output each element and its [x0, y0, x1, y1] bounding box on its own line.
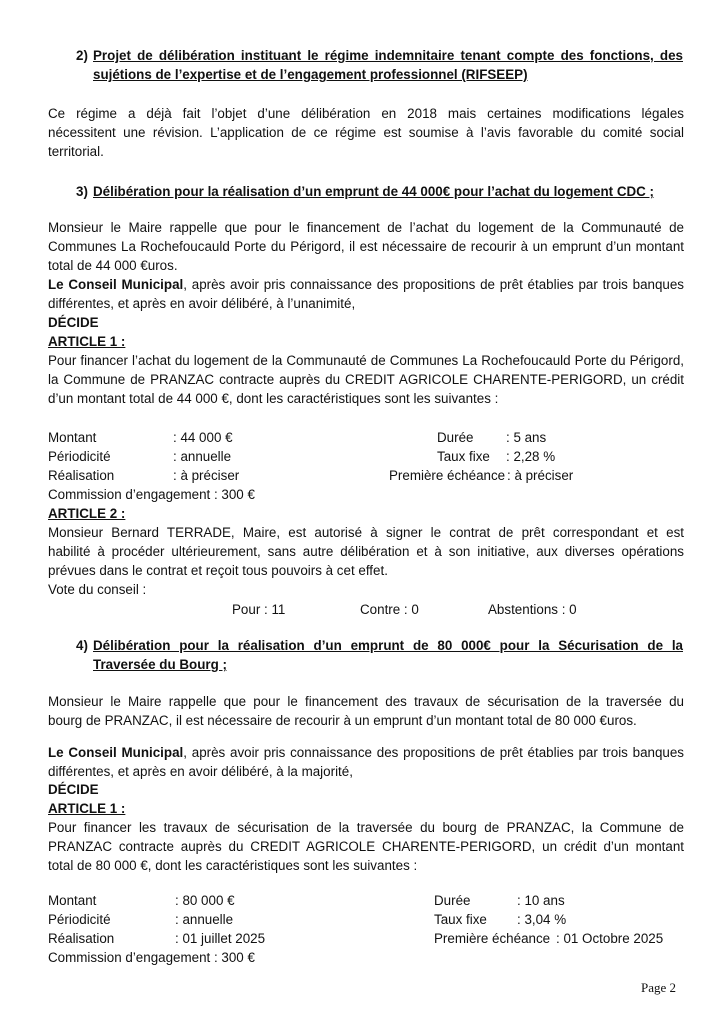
- loan1-taux-value: : 2,28 %: [506, 449, 556, 464]
- loan2-duree-value: : 10 ans: [517, 893, 565, 908]
- section-4-article-1: ARTICLE 1 :: [48, 801, 126, 816]
- loan2-montant-label: Montant: [48, 893, 97, 908]
- loan2-duree-label: Durée: [434, 893, 471, 908]
- conseil-municipal-label: Le Conseil Municipal: [48, 745, 184, 760]
- loan2-realisation-value: : 01 juillet 2025: [175, 931, 266, 946]
- loan2-commission: Commission d’engagement : 300 €: [48, 950, 255, 965]
- loan2-taux-value: : 3,04 %: [517, 912, 567, 927]
- loan1-periodicite-value: : annuelle: [173, 449, 232, 464]
- loan2-echeance-value: : 01 Octobre 2025: [556, 931, 664, 946]
- vote-contre: Contre : 0: [360, 602, 419, 617]
- section-3-article-1-text: Pour financer l’achat du logement de la Communauté de Communes La Rochefoucauld Porte du Périgord, la Commune de PRANZAC contracte auprès du CREDIT AGRICOLE CHARENTE-PERIGORD, un crédit d’un montant total de 44 000 €, dont les caractéristiques sont les suivantes :: [48, 353, 684, 406]
- page-number: Page 2: [641, 980, 677, 995]
- vote-pour: Pour : 11: [232, 602, 286, 617]
- loan1-echeance-label: Première échéance: [389, 468, 506, 483]
- loan1-taux-label: Taux fixe: [437, 449, 490, 464]
- section-4-number: 4): [76, 638, 88, 653]
- loan2-montant-value: : 80 000 €: [175, 893, 235, 908]
- section-2-title-line2: sujétions de l’expertise et de l’engagement professionnel (RIFSEEP): [93, 67, 528, 82]
- loan1-echeance-value: : à préciser: [507, 468, 574, 483]
- vote-abstentions: Abstentions : 0: [488, 602, 577, 617]
- loan1-realisation-label: Réalisation: [48, 468, 115, 483]
- loan1-duree-value: : 5 ans: [506, 430, 547, 445]
- loan2-taux-label: Taux fixe: [434, 912, 487, 927]
- section-4-conseil: Le Conseil Municipal, après avoir pris connaissance des propositions de prêt établies par trois banques différentes, et après en avoir délibéré, à la majorité,: [48, 745, 685, 779]
- section-3-article-1: ARTICLE 1 :: [48, 334, 126, 349]
- loan2-echeance-label: Première échéance: [434, 931, 551, 946]
- section-3-article-2-text: Monsieur Bernard TERRADE, Maire, est autorisé à signer le contrat de prêt correspondant et est habilité à procéder ultérieurement, sans autre délibération et à son initiative, aux diverses opérations prévues dans le contrat et reçoit tous pouvoirs à cet effet.: [48, 525, 684, 578]
- vote-label: Vote du conseil :: [48, 582, 147, 597]
- section-4-decide: DÉCIDE: [48, 782, 99, 797]
- section-3-article-2: ARTICLE 2 :: [48, 506, 126, 521]
- conseil-municipal-label: Le Conseil Municipal: [48, 277, 184, 292]
- section-4-title-line1: Délibération pour la réalisation d’un emprunt de 80 000€ pour la Sécurisation de la: [93, 638, 683, 653]
- loan1-periodicite-label: Périodicité: [48, 449, 111, 464]
- loan1-montant-label: Montant: [48, 430, 97, 445]
- section-2-title-line1: Projet de délibération instituant le régime indemnitaire tenant compte des fonctions, des: [93, 48, 683, 63]
- section-3-number: 3): [76, 184, 88, 199]
- section-2-number: 2): [76, 48, 88, 63]
- loan2-periodicite-value: : annuelle: [175, 912, 234, 927]
- loan2-periodicite-label: Périodicité: [48, 912, 111, 927]
- loan1-commission: Commission d’engagement : 300 €: [48, 487, 255, 502]
- section-3-decide: DÉCIDE: [48, 315, 99, 330]
- loan1-montant-value: : 44 000 €: [173, 430, 233, 445]
- section-4-article-1-text: Pour financer les travaux de sécurisation de la traversée du bourg de PRANZAC, la Commune de PRANZAC contracte auprès du CREDIT AGRICOLE CHARENTE-PERIGORD, un crédit d’un montant total de 80 000 €, dont les caractéristiques sont les suivantes :: [48, 820, 684, 873]
- loan2-realisation-label: Réalisation: [48, 931, 115, 946]
- section-3-intro: Monsieur le Maire rappelle que pour le financement de l’achat du logement de la Communauté de Communes La Rochefoucauld Porte du Périgord, il est nécessaire de recourir à un emprunt d’un montant total de 44 000 €uros.: [48, 220, 684, 273]
- loan1-duree-label: Durée: [437, 430, 474, 445]
- section-2-paragraph: Ce régime a déjà fait l’objet d’une délibération en 2018 mais certaines modifications légales nécessitent une révision. L’application de ce régime est soumise à l’avis favorable du comité social territorial.: [48, 106, 684, 159]
- section-4-title-line2: Traversée du Bourg ;: [93, 657, 227, 672]
- section-3-conseil: Le Conseil Municipal, après avoir pris connaissance des propositions de prêt établies par trois banques différentes, et après en avoir délibéré, à l’unanimité,: [48, 277, 685, 311]
- section-3-title: Délibération pour la réalisation d’un emprunt de 44 000€ pour l’achat du logement CDC ;: [93, 184, 655, 199]
- section-4-intro: Monsieur le Maire rappelle que pour le financement des travaux de sécurisation de la traversée du bourg de PRANZAC, il est nécessaire de recourir à un emprunt d’un montant total de 80 000 €uros.: [48, 694, 684, 728]
- loan1-realisation-value: : à préciser: [173, 468, 240, 483]
